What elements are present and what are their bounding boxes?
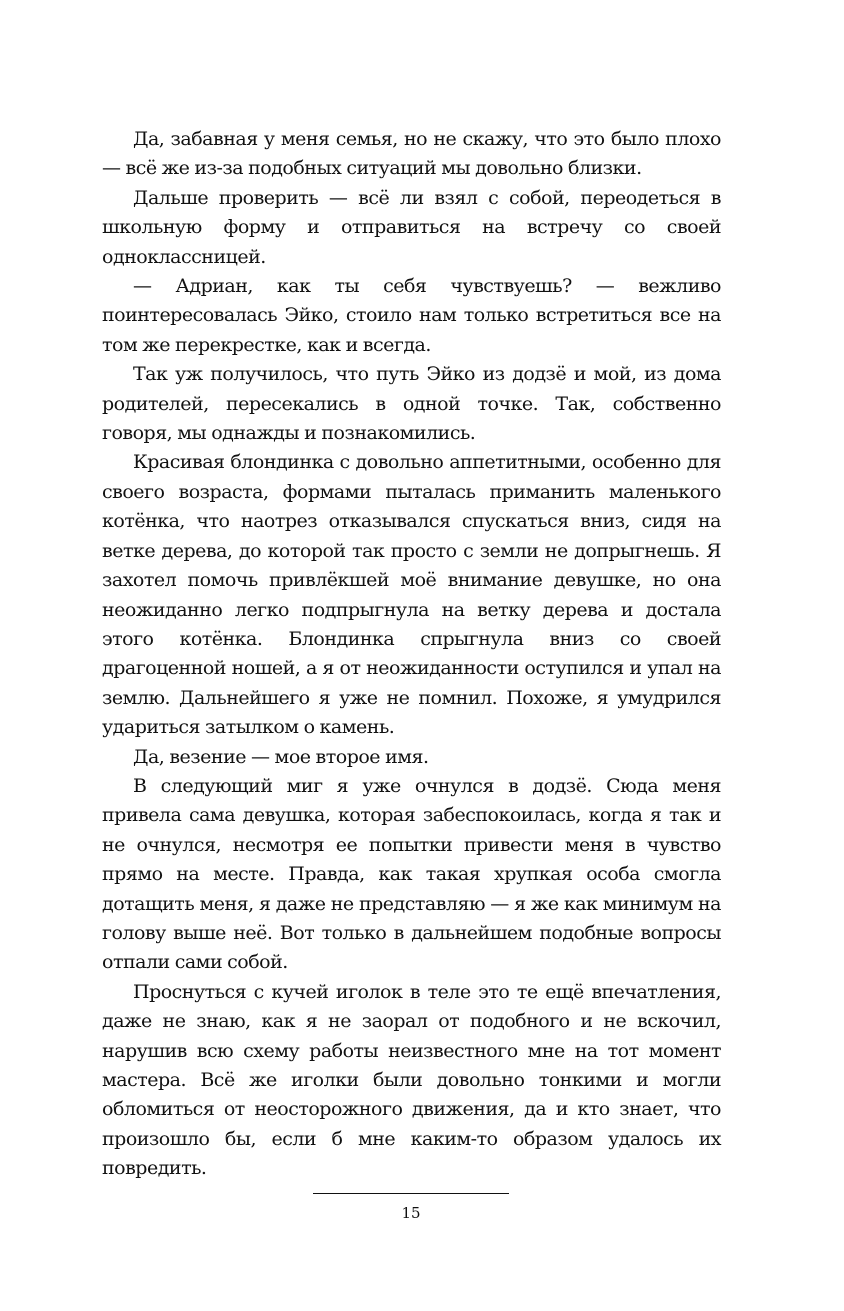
paragraph-8: Проснуться с кучей иголок в теле это те ещё впечатления, даже не знаю, как я не заорал от подобного и не вскочил, нарушив всю схему работы неизвестного мне на тот момент мастера. Всё же иголки были довольно тонкими и могли обломиться от неосторожного движения, да и кто знает, что произошло бы, если б мне каким-то образом удалось их повредить.	[102, 980, 721, 1180]
paragraph-7: В следующий миг я уже очнулся в додзё. Сюда меня привела сама девушка, которая забеспокоилась, когда я так и не очнулся, несмотря ее попытки привести меня в чувство прямо на месте. Правда, как такая хрупкая особа смогла дотащить меня, я даже не представляю — я же как минимум на голову выше неё. Вот только в дальнейшем подобные вопросы отпали сами собой.	[102, 774, 721, 974]
paragraph-3: — Адриан, как ты себя чувствуешь? — вежливо поинтересовалась Эйко, стоило нам только встретиться все на том же перекрестке, как и всегда.	[102, 275, 721, 356]
paragraph-2: Дальше проверить — всё ли взял с собой, переодеться в школьную форму и отправиться на встречу со своей одноклассницей.	[102, 186, 721, 268]
paragraph-6: Да, везение — мое второе имя.	[133, 745, 429, 768]
paragraph-4: Так уж получилось, что путь Эйко из додзё и мой, из дома родителей, пересекались в одной точке. Так, собственно говоря, мы однажды и познакомились.	[102, 363, 721, 445]
footer-divider	[313, 1193, 509, 1194]
paragraph-1: Да, забавная у меня семья, но не скажу, что это было плохо — всё же из-за подобных ситуаций мы довольно близки.	[102, 128, 721, 180]
page-number: 15	[401, 1204, 421, 1222]
paragraph-5: Красивая блондинка с довольно аппетитными, особенно для своего возраста, формами пыталась приманить маленького котёнка, что наотрез отказывался спускаться вниз, сидя на ветке дерева, до которой так просто с земли не допрыгнешь. Я захотел помочь привлёкшей моё внимание девушке, но она неожиданно легко подпрыгнула на ветку дерева и достала этого котёнка. Блондинка спрыгнула вниз со своей драгоценной ношей, а я от неожиданности оступился и упал на землю. Дальнейшего я уже не помнил. Похоже, я умудрился удариться затылком о камень.	[102, 451, 721, 739]
body-text	[102, 125, 721, 1184]
